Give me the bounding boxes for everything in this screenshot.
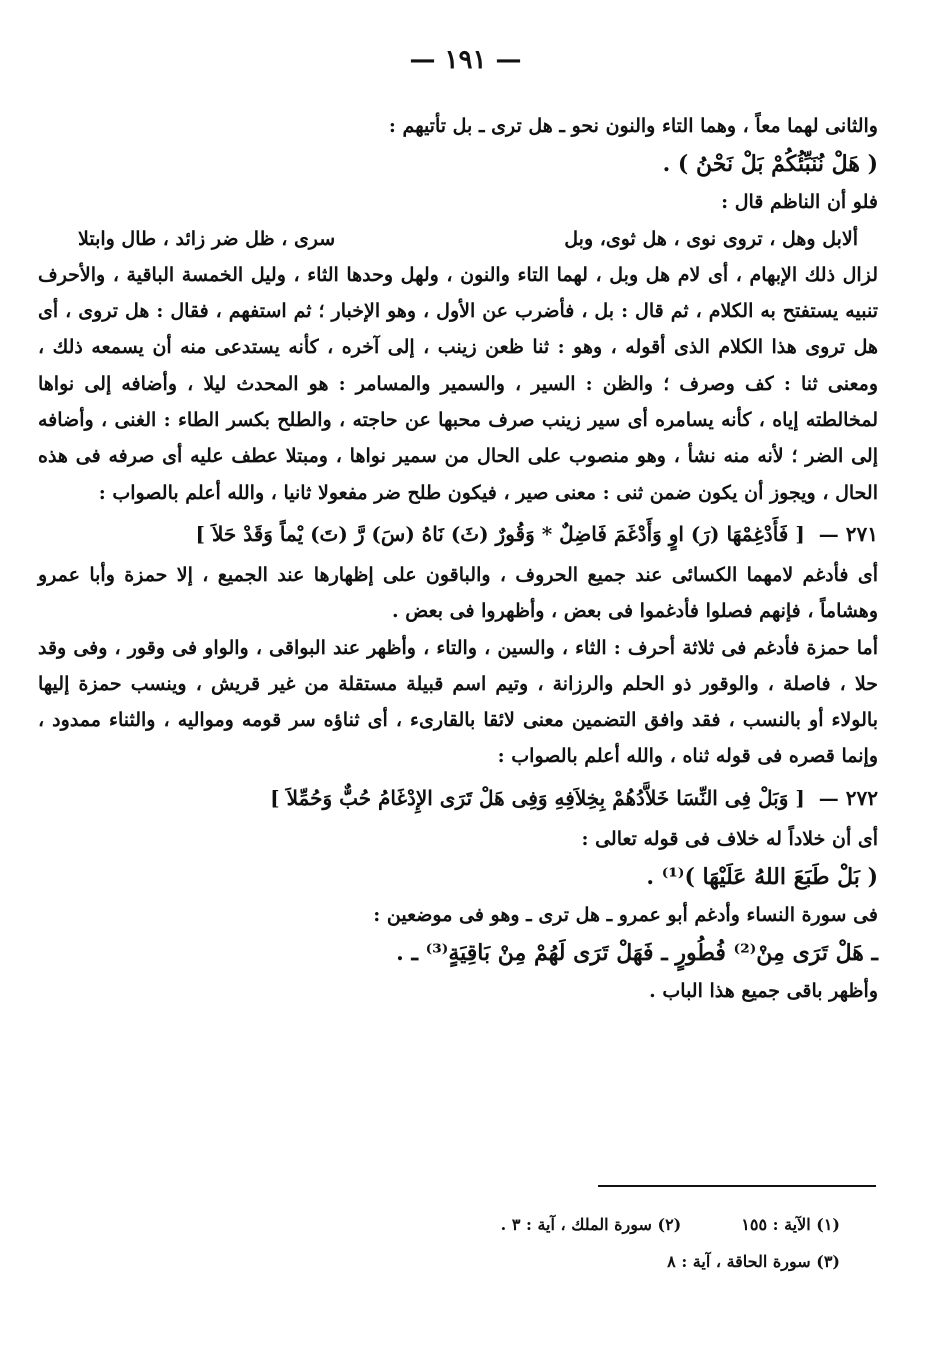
paragraph: والثانى لهما معاً ، وهما التاء والنون نحو ـ هل ترى ـ بل تأتيهم : — [388, 115, 878, 137]
verse-271 — [38, 511, 878, 557]
footnotes — [400, 1206, 840, 1280]
poem-hemistich-second: سرى ، ظل ضر زائد ، طال وابتلا — [78, 227, 336, 250]
paragraph: لزال ذلك الإبهام ، أى لام هل وبل ، لهما التاء والنون ، ولهل وحدها الثاء ، وليل الخمسة الباقية ، والأحرف تنبيه يستفتح به الكلام ، ثم قال : بل ، فأضرب عن الأول ، وهو الإخبار ؛ ثم استفهم ، فقال : هل تروى ، أى هل تروى هذا الكلام الذى أقوله ، وهو : ثنا ظعن زينب ، إلى آخره ، كأنه يستدعى منه أن يسمعه ذلك ، ومعنى ثنا : كف وصرف ؛ والظن : السير ، والسمير والمسامر : هو المحدث ليلا ، وأضافه إلى نواها لمخالطته إياه ، كأنه يسامره أى سير زينب صرف محبها عن حاجته ، والطلح بكسر الطاء : الغنى ، وأضافه إلى الضر ؛ لأنه منه نشأ ، وهو منصوب على الحال من سمير نواها ، ومبتلا عطف عليه أى صرفه فى هذه الحال ، ويجوز أن يكون ضمن ثنى : معنى صير ، فيكون طلح ضر مفعولا ثانيا ، والله أعلم بالصواب : — [38, 263, 878, 504]
footnote-row — [400, 1243, 840, 1280]
quran-quote: ( هَلْ نُنَبِّئُكُمْ بَلْ نَحْنُ ) . — [662, 151, 878, 178]
poem-line — [38, 221, 878, 257]
paragraph: أى أن خلاداً له خلاف فى قوله تعالى : — [581, 827, 878, 850]
page-body — [38, 108, 878, 1010]
paragraph: أما حمزة فأدغم فى ثلاثة أحرف : الثاء ، والسين ، والتاء ، وأظهر عند البواقى ، والواو فى وقور ، وفى وقد حلا ، فاصلة ، والوقور ذو الحلم والرزانة ، وتيم اسم قبيلة مستقلة من غير قريش ، وينسب حمزة إليها بالولاء أو بالنسب ، فقد وافق التضمين معنى لائقا بالقارىء ، أى ثناؤه سر قومه ومواليه ، والثناء ممدود ، وإنما قصره فى قوله ثناه ، والله أعلم بالصواب : — [38, 636, 878, 768]
footnote-2: (٢) سورة الملك ، آية : ٣ . — [500, 1215, 682, 1234]
verse-number: ٢٧١ — — [818, 521, 878, 546]
paragraph: فى سورة النساء وأدغم أبو عمرو ـ هل ترى ـ وهو فى موضعين : — [373, 904, 878, 927]
footnote-1: (١) الآية : ١٥٥ — [741, 1215, 840, 1234]
verse-text: [ وَبَلْ فِى النِّسَا خَلاَّدُهُمْ بِخِلاَفِهِ وَفِى هَلْ تَرَى الإِدْغَامُ حُبٌّ وَحُمِّلاَ ] — [270, 785, 805, 810]
footnote-divider — [598, 1185, 876, 1187]
verse-272 — [38, 775, 878, 821]
poem-hemistich-first: ألابل وهل ، تروى نوى ، هل ثوى، وبل — [564, 227, 858, 250]
paragraph: أى فأدغم لامهما الكسائى عند جميع الحروف ، والباقون على إظهارها عند الجميع ، إلا حمزة وأبا عمرو وهشاماً ، فإنهم فصلوا فأدغموا فى بعض ، وأظهروا فى بعض . — [38, 563, 878, 623]
footnote-row — [400, 1206, 840, 1243]
quran-quote: ـ هَلْ تَرَى مِنْ⁽²⁾ فُطُورٍ ـ فَهَلْ تَرَى لَهُمْ مِنْ بَاقِيَةٍ⁽³⁾ ـ . — [396, 940, 878, 967]
quran-quote: ( بَلْ طَبَعَ اللهُ عَلَيْهَا )⁽¹⁾ . — [646, 864, 878, 891]
page-number: — ١٩١ — — [409, 45, 522, 75]
verse-number: ٢٧٢ — — [818, 785, 878, 810]
footnote-3: (٣) سورة الحاقة ، آية : ٨ — [667, 1252, 840, 1271]
paragraph: وأظهر باقى جميع هذا الباب . — [649, 980, 878, 1003]
verse-text: [ فَأَدْغِمْهَا (رَ) اوٍ وَأَدْغَمَ فَاضِلٌ * وَقُورٌ (ثَ) نَاهُ (سَ) رَّ (تَ) يْماً وَقَدْ حَلاَ ] — [195, 521, 805, 546]
paragraph: فلو أن الناظم قال : — [721, 191, 878, 214]
